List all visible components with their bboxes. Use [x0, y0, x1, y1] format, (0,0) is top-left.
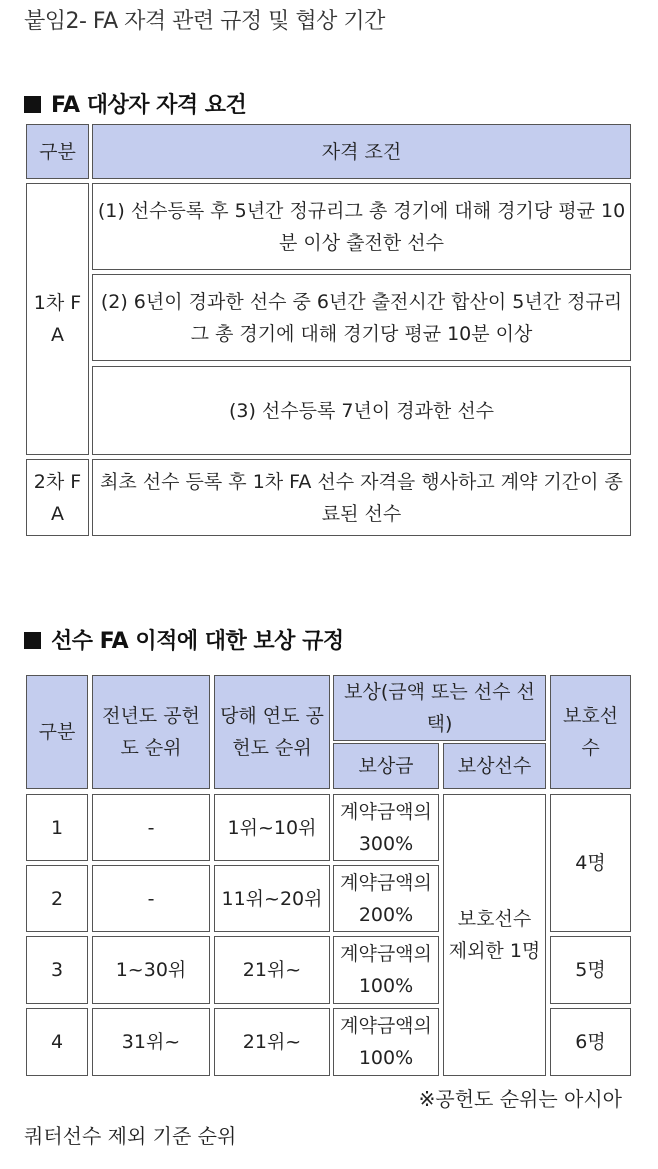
row2-category: 2 [26, 865, 88, 932]
row1-curr-rank: 1위~10위 [214, 794, 330, 861]
comp-player-merged: 보호선수 제외한 1명 [443, 794, 546, 1076]
header-compensation: 보상(금액 또는 선수 선택) [333, 675, 546, 741]
second-fa-label: 2차 F A [26, 459, 89, 536]
header-prev-rank: 전년도 공헌도 순위 [92, 675, 210, 789]
row3-curr-rank: 21위~ [214, 936, 330, 1004]
protected-row-3: 5명 [550, 936, 631, 1004]
row1-prev-rank: - [92, 794, 210, 861]
footnote-line-2: 쿼터선수 제외 기준 순위 [24, 1124, 237, 1148]
first-fa-label: 1차 F A [26, 183, 89, 455]
section1-heading-text: FA 대상자 자격 요건 [51, 93, 247, 118]
row3-prev-rank: 1~30위 [92, 936, 210, 1004]
row3-category: 3 [26, 936, 88, 1004]
row2-comp-money: 계약금액의 200% [333, 865, 439, 932]
square-bullet-icon [24, 632, 41, 649]
row1-category: 1 [26, 794, 88, 861]
row2-prev-rank: - [92, 865, 210, 932]
first-fa-condition-1: (1) 선수등록 후 5년간 정규리그 총 경기에 대해 경기당 평균 10분 이상 출전한 선수 [92, 183, 631, 270]
second-fa-condition: 최초 선수 등록 후 1차 FA 선수 자격을 행사하고 계약 기간이 종료된 선수 [92, 459, 631, 536]
row4-category: 4 [26, 1008, 88, 1076]
section1-heading [24, 88, 246, 119]
header-comp-player: 보상선수 [443, 743, 546, 789]
header-curr-rank: 당해 연도 공헌도 순위 [214, 675, 330, 789]
row3-comp-money: 계약금액의 100% [333, 936, 439, 1004]
section2-heading-text: 선수 FA 이적에 대한 보상 규정 [51, 629, 344, 654]
page-title: 붙임2- FA 자격 관련 규정 및 협상 기간 [24, 9, 385, 34]
header-condition: 자격 조건 [92, 124, 631, 179]
protected-row-4: 6명 [550, 1008, 631, 1076]
row2-curr-rank: 11위~20위 [214, 865, 330, 932]
row1-comp-money: 계약금액의 300% [333, 794, 439, 861]
row4-curr-rank: 21위~ [214, 1008, 330, 1076]
footnote-line-1: ※공헌도 순위는 아시아 [418, 1087, 622, 1111]
header-category: 구분 [26, 675, 88, 789]
header-category: 구분 [26, 124, 89, 179]
header-protected: 보호선수 [550, 675, 631, 789]
header-comp-money: 보상금 [333, 743, 439, 789]
row4-prev-rank: 31위~ [92, 1008, 210, 1076]
first-fa-condition-2: (2) 6년이 경과한 선수 중 6년간 출전시간 합산이 5년간 정규리그 총 경기에 대해 경기당 평균 10분 이상 [92, 274, 631, 361]
row4-comp-money: 계약금액의 100% [333, 1008, 439, 1076]
section2-heading [24, 624, 344, 655]
square-bullet-icon [24, 96, 41, 113]
protected-rows-1-2: 4명 [550, 794, 631, 932]
first-fa-condition-3: (3) 선수등록 7년이 경과한 선수 [92, 366, 631, 455]
